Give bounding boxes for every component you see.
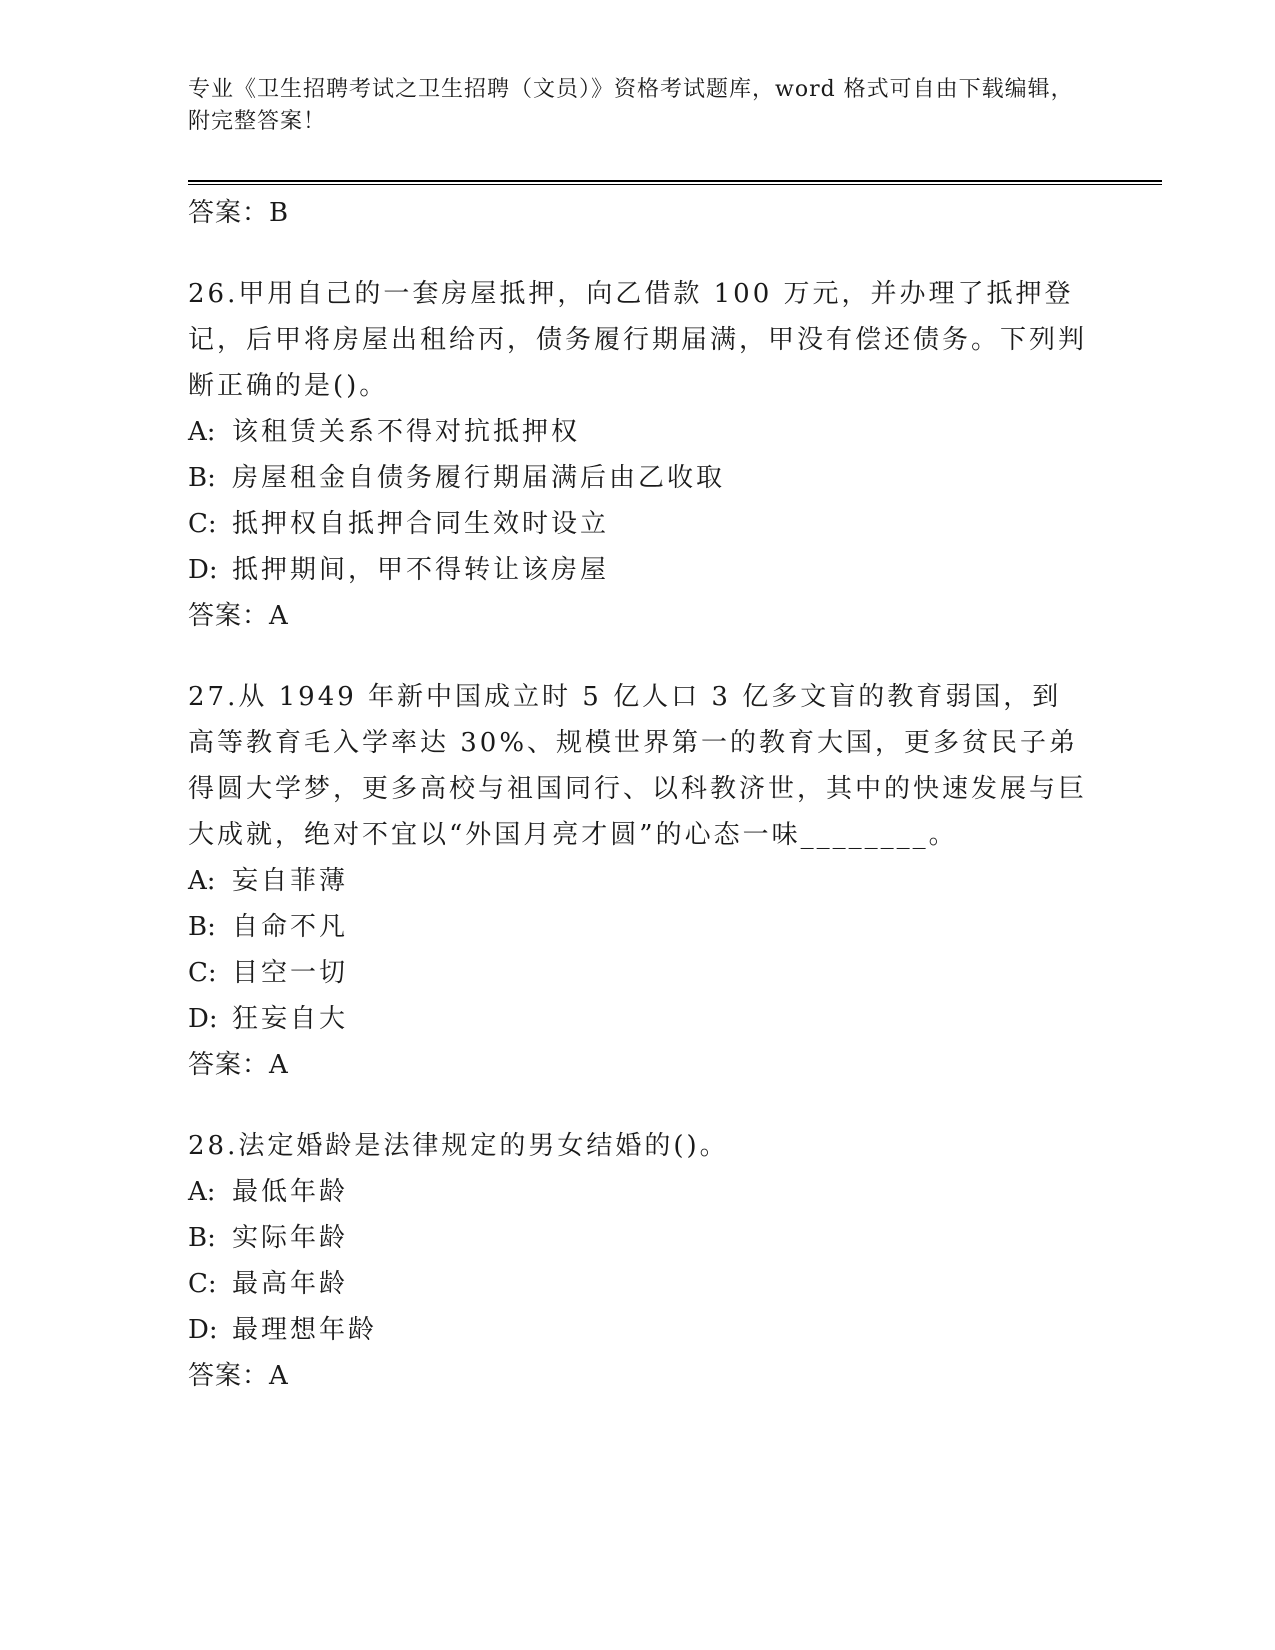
- option-text: 实际年龄: [232, 1223, 349, 1253]
- option-letter: A:: [188, 1177, 216, 1207]
- question-28: [188, 1123, 1088, 1399]
- option-c: [188, 1261, 1088, 1307]
- option-letter: D:: [188, 555, 218, 585]
- option-letter: D:: [188, 1315, 218, 1345]
- option-letter: C:: [188, 509, 217, 539]
- question-list: [188, 190, 1088, 1399]
- option-text: 狂妄自大: [232, 1004, 349, 1034]
- option-letter: A:: [188, 417, 216, 447]
- option-text: 自命不凡: [232, 912, 349, 942]
- option-text: 房屋租金自债务履行期届满后由乙收取: [232, 463, 726, 493]
- option-text: 抵押期间，甲不得转让该房屋: [232, 555, 610, 585]
- option-text: 该租赁关系不得对抗抵押权: [232, 417, 581, 447]
- question-26: [188, 271, 1088, 639]
- option-a: [188, 1169, 1088, 1215]
- question-text: 26.甲用自己的一套房屋抵押，向乙借款 100 万元，并办理了抵押登记，后甲将房屋出租给丙，债务履行期届满，甲没有偿还债务。下列判断正确的是()。: [188, 279, 1088, 401]
- option-letter: C:: [188, 958, 217, 988]
- answer-prev: 答案：B: [188, 198, 290, 228]
- option-b: [188, 904, 1088, 950]
- answer: 答案：A: [188, 1050, 289, 1080]
- option-c: [188, 950, 1088, 996]
- option-d: [188, 996, 1088, 1042]
- option-c: [188, 501, 1088, 547]
- option-letter: B:: [188, 912, 216, 942]
- option-letter: C:: [188, 1269, 217, 1299]
- option-d: [188, 1307, 1088, 1353]
- option-letter: B:: [188, 463, 216, 493]
- option-letter: B:: [188, 1223, 216, 1253]
- option-d: [188, 547, 1088, 593]
- answer: 答案：A: [188, 601, 289, 631]
- question-27: [188, 674, 1088, 1088]
- question-text: 27.从 1949 年新中国成立时 5 亿人口 3 亿多文盲的教育弱国，到高等教育毛入学率达 30%、规模世界第一的教育大国，更多贫民子弟得圆大学梦，更多高校与祖国同行、以科教济世，其中的快速发展与巨大成就，绝对不宜以“外国月亮才圆”的心态一味________。: [188, 682, 1088, 850]
- option-text: 妄自菲薄: [232, 866, 349, 896]
- option-text: 最理想年龄: [232, 1315, 378, 1345]
- option-text: 抵押权自抵押合同生效时设立: [232, 509, 610, 539]
- header-rule-thick: [188, 180, 1162, 182]
- answer: 答案：A: [188, 1361, 289, 1391]
- option-letter: A:: [188, 866, 216, 896]
- document-header: 专业《卫生招聘考试之卫生招聘（文员）》资格考试题库，word 格式可自由下载编辑，附完整答案！: [188, 77, 1074, 134]
- option-a: [188, 409, 1088, 455]
- option-text: 最高年龄: [232, 1269, 349, 1299]
- option-a: [188, 858, 1088, 904]
- option-text: 目空一切: [232, 958, 349, 988]
- option-b: [188, 455, 1088, 501]
- question-text: 28.法定婚龄是法律规定的男女结婚的()。: [188, 1131, 729, 1161]
- option-b: [188, 1215, 1088, 1261]
- option-text: 最低年龄: [232, 1177, 349, 1207]
- option-letter: D:: [188, 1004, 218, 1034]
- header-rule-thin: [188, 184, 1162, 185]
